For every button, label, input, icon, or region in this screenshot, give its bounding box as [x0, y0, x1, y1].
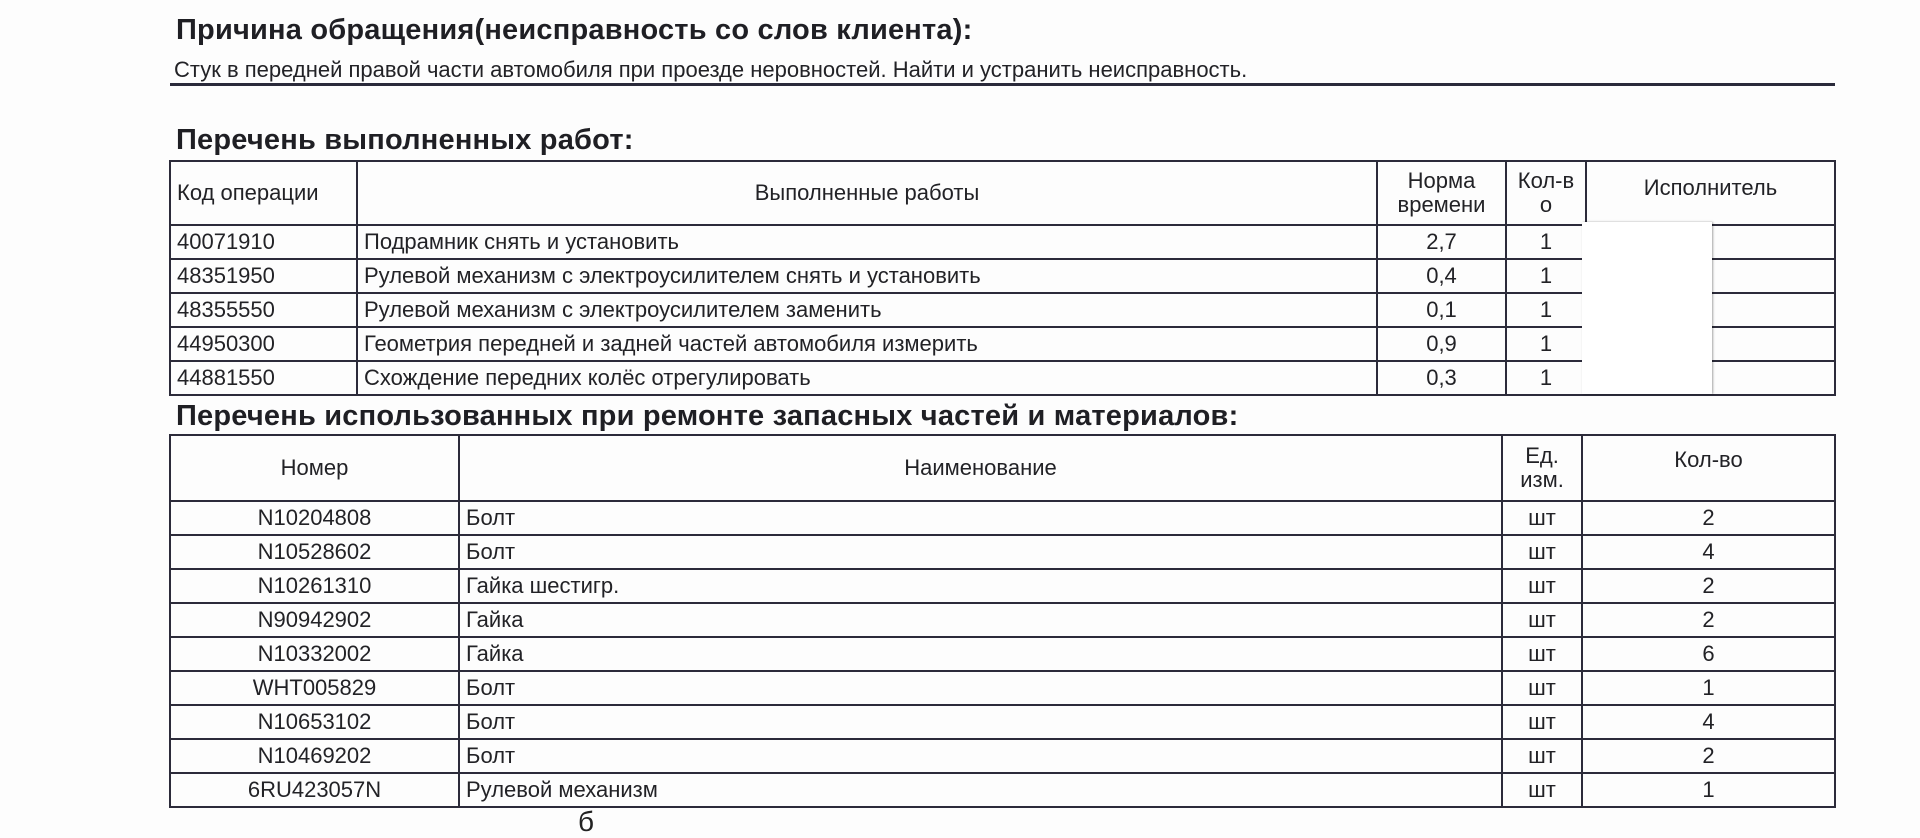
- work-description: Схождение передних колёс отрегулировать: [357, 361, 1377, 395]
- part-unit: шт: [1502, 705, 1582, 739]
- part-number: N10204808: [170, 501, 459, 535]
- work-norm: 2,7: [1377, 225, 1506, 259]
- work-qty: 1: [1506, 361, 1586, 395]
- part-qty: 4: [1582, 705, 1835, 739]
- table-row: [170, 569, 1835, 603]
- part-name: Болт: [459, 739, 1502, 773]
- work-code: 48355550: [170, 293, 357, 327]
- part-unit: шт: [1502, 603, 1582, 637]
- header-code: Код операции: [170, 161, 357, 225]
- header-executor: Исполнитель: [1586, 161, 1835, 225]
- header-norm-line2: времени: [1397, 192, 1486, 217]
- work-description: Рулевой механизм с электроусилителем снять и установить: [357, 259, 1377, 293]
- part-unit: шт: [1502, 535, 1582, 569]
- reason-underline: [170, 83, 1835, 86]
- work-qty: 1: [1506, 327, 1586, 361]
- header-name: Наименование: [459, 435, 1502, 501]
- parts-title: Перечень использованных при ремонте запасных частей и материалов:: [176, 400, 1239, 432]
- part-qty: 4: [1582, 535, 1835, 569]
- table-row: [170, 773, 1835, 807]
- part-name: Гайка: [459, 637, 1502, 671]
- cutoff-text-fragment: б: [578, 806, 595, 837]
- works-title: Перечень выполненных работ:: [176, 124, 634, 156]
- work-norm: 0,3: [1377, 361, 1506, 395]
- table-row: [170, 739, 1835, 773]
- table-row: [170, 705, 1835, 739]
- part-name: Гайка: [459, 603, 1502, 637]
- header-qty-line2: о: [1539, 192, 1553, 217]
- part-name: Рулевой механизм: [459, 773, 1502, 807]
- part-unit: шт: [1502, 739, 1582, 773]
- part-number: N10332002: [170, 637, 459, 671]
- work-qty: 1: [1506, 259, 1586, 293]
- part-qty: 2: [1582, 501, 1835, 535]
- part-qty: 1: [1582, 773, 1835, 807]
- header-norm: [1377, 161, 1506, 225]
- part-qty: 2: [1582, 603, 1835, 637]
- part-number: N10261310: [170, 569, 459, 603]
- part-unit: шт: [1502, 637, 1582, 671]
- header-parts-qty: Кол-во: [1582, 435, 1835, 501]
- redaction-block: [1582, 222, 1712, 394]
- part-unit: шт: [1502, 501, 1582, 535]
- work-norm: 0,4: [1377, 259, 1506, 293]
- work-description: Рулевой механизм с электроусилителем заменить: [357, 293, 1377, 327]
- part-unit: шт: [1502, 773, 1582, 807]
- header-qty: [1506, 161, 1586, 225]
- work-description: Геометрия передней и задней частей автомобиля измерить: [357, 327, 1377, 361]
- table-row: [170, 637, 1835, 671]
- table-row: [170, 535, 1835, 569]
- part-number: N10469202: [170, 739, 459, 773]
- reason-title: Причина обращения(неисправность со слов клиента):: [176, 14, 973, 46]
- part-qty: 2: [1582, 739, 1835, 773]
- parts-table: [169, 434, 1836, 808]
- part-number: WHT005829: [170, 671, 459, 705]
- header-work: Выполненные работы: [357, 161, 1377, 225]
- header-number: Номер: [170, 435, 459, 501]
- header-unit-line1: Ед.: [1525, 443, 1559, 468]
- header-unit-line2: изм.: [1520, 467, 1564, 492]
- part-number: 6RU423057N: [170, 773, 459, 807]
- part-qty: 1: [1582, 671, 1835, 705]
- part-name: Болт: [459, 671, 1502, 705]
- part-number: N90942902: [170, 603, 459, 637]
- table-row: [170, 501, 1835, 535]
- part-qty: 6: [1582, 637, 1835, 671]
- work-code: 44950300: [170, 327, 357, 361]
- works-header-row: [170, 161, 1835, 225]
- reason-text: Стук в передней правой части автомобиля при проезде неровностей. Найти и устранить неисправность.: [174, 57, 1248, 82]
- part-unit: шт: [1502, 671, 1582, 705]
- part-qty: 2: [1582, 569, 1835, 603]
- work-code: 40071910: [170, 225, 357, 259]
- work-qty: 1: [1506, 225, 1586, 259]
- parts-header-row: [170, 435, 1835, 501]
- work-code: 48351950: [170, 259, 357, 293]
- part-name: Болт: [459, 501, 1502, 535]
- part-unit: шт: [1502, 569, 1582, 603]
- work-qty: 1: [1506, 293, 1586, 327]
- work-description: Подрамник снять и установить: [357, 225, 1377, 259]
- part-number: N10528602: [170, 535, 459, 569]
- table-row: [170, 603, 1835, 637]
- work-code: 44881550: [170, 361, 357, 395]
- header-qty-line1: Кол-в: [1517, 168, 1575, 193]
- work-norm: 0,9: [1377, 327, 1506, 361]
- part-name: Болт: [459, 705, 1502, 739]
- part-number: N10653102: [170, 705, 459, 739]
- table-row: [170, 671, 1835, 705]
- work-norm: 0,1: [1377, 293, 1506, 327]
- header-unit: [1502, 435, 1582, 501]
- header-norm-line1: Норма: [1407, 168, 1476, 193]
- part-name: Болт: [459, 535, 1502, 569]
- part-name: Гайка шестигр.: [459, 569, 1502, 603]
